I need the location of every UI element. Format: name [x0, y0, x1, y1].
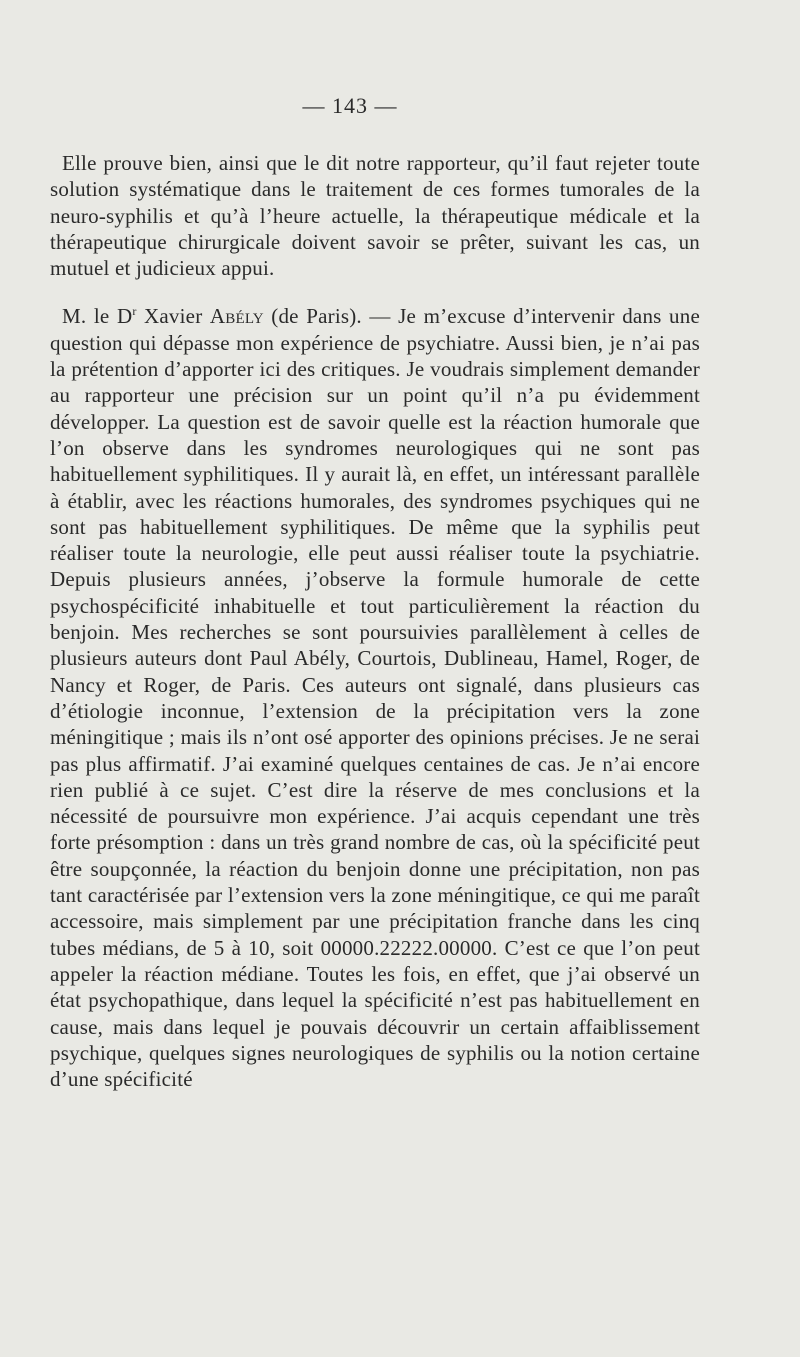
speaker-firstname: Xavier: [136, 304, 210, 329]
paragraph-2-text: Je m’excuse d’intervenir dans une question qui dépasse mon expérience de psychiatre. Aussi bien, je n’ai pas la prétention d’apporter ici des critiques. Je voudrais simplement demander au rapporteur une précision sur un point qu’il n’a pu évidemment développer. La question est de savoir quelle est la réaction humorale que l’on observe dans les syndromes neurologiques qui ne sont pas habituellement syphilitiques. Il y aurait là, en effet, un intéressant parallèle à établir, avec les réactions humorales, des syndromes psychiques qui ne sont pas habituellement syphilitiques. De même que la syphilis peut réaliser toute la neurologie, elle peut aussi réaliser toute la psychiatrie. Depuis plusieurs années, j’observe la formule humorale de cette psychospécificité inhabituelle et tout particulièrement la réaction du benjoin. Mes recherches se sont poursuivies parallèlement à celles de plusieurs auteurs dont Paul Abély, Courtois, Dublineau, Hamel, Roger, de Nancy et Roger, de Paris. Ces auteurs ont signalé, dans plusieurs cas d’étiologie inconnue, l’extension de la précipitation vers la zone méningitique ; mais ils n’ont osé apporter des opinions précises. Je ne serai pas plus affirmatif. J’ai examiné quelques centaines de cas. Je n’ai encore rien publié à ce sujet. C’est dire la réserve de mes conclusions et la nécessité de poursuivre mon expérience. J’ai acquis cependant une très forte présomption : dans un très grand nombre de cas, où la spécificité peut être soupçonnée, la réaction du benjoin donne une précipitation, non pas tant caractérisée par l’extension vers la zone méningitique, ce qui me paraît accessoire, mais simplement par une précipitation franche dans les cinq tubes médians, de 5 à 10, soit 00000.22222.00000. C’est ce que l’on peut appeler la réaction médiane. Toutes les fois, en effet, que j’ai observé un état psychopathique, dans lequel la spécificité n’est pas habituellement en cause, mais dans lequel je pouvais découvrir un certain affaiblissement psychique, quelques signes neurologiques de syphilis ou la notion certaine d’une spécificité: [50, 304, 700, 1092]
body-text: [50, 150, 700, 1092]
speaker-surname: Abély: [209, 304, 264, 329]
speaker-origin: (de Paris). —: [263, 304, 399, 329]
speaker-prefix: M. le D: [62, 304, 133, 329]
paragraph-2: [50, 303, 700, 1092]
paragraph-1: Elle prouve bien, ainsi que le dit notre rapporteur, qu’il faut rejeter toute solution systématique dans le traitement de ces formes tumorales de la neuro-syphilis et qu’à l’heure actuelle, la thérapeutique médicale et la thérapeutique chirurgicale doivent savoir se prêter, suivant les cas, un mutuel et judicieux appui.: [50, 151, 700, 281]
page-number: — 143 —: [302, 93, 398, 118]
speaker-title-superscript: r: [132, 304, 137, 319]
